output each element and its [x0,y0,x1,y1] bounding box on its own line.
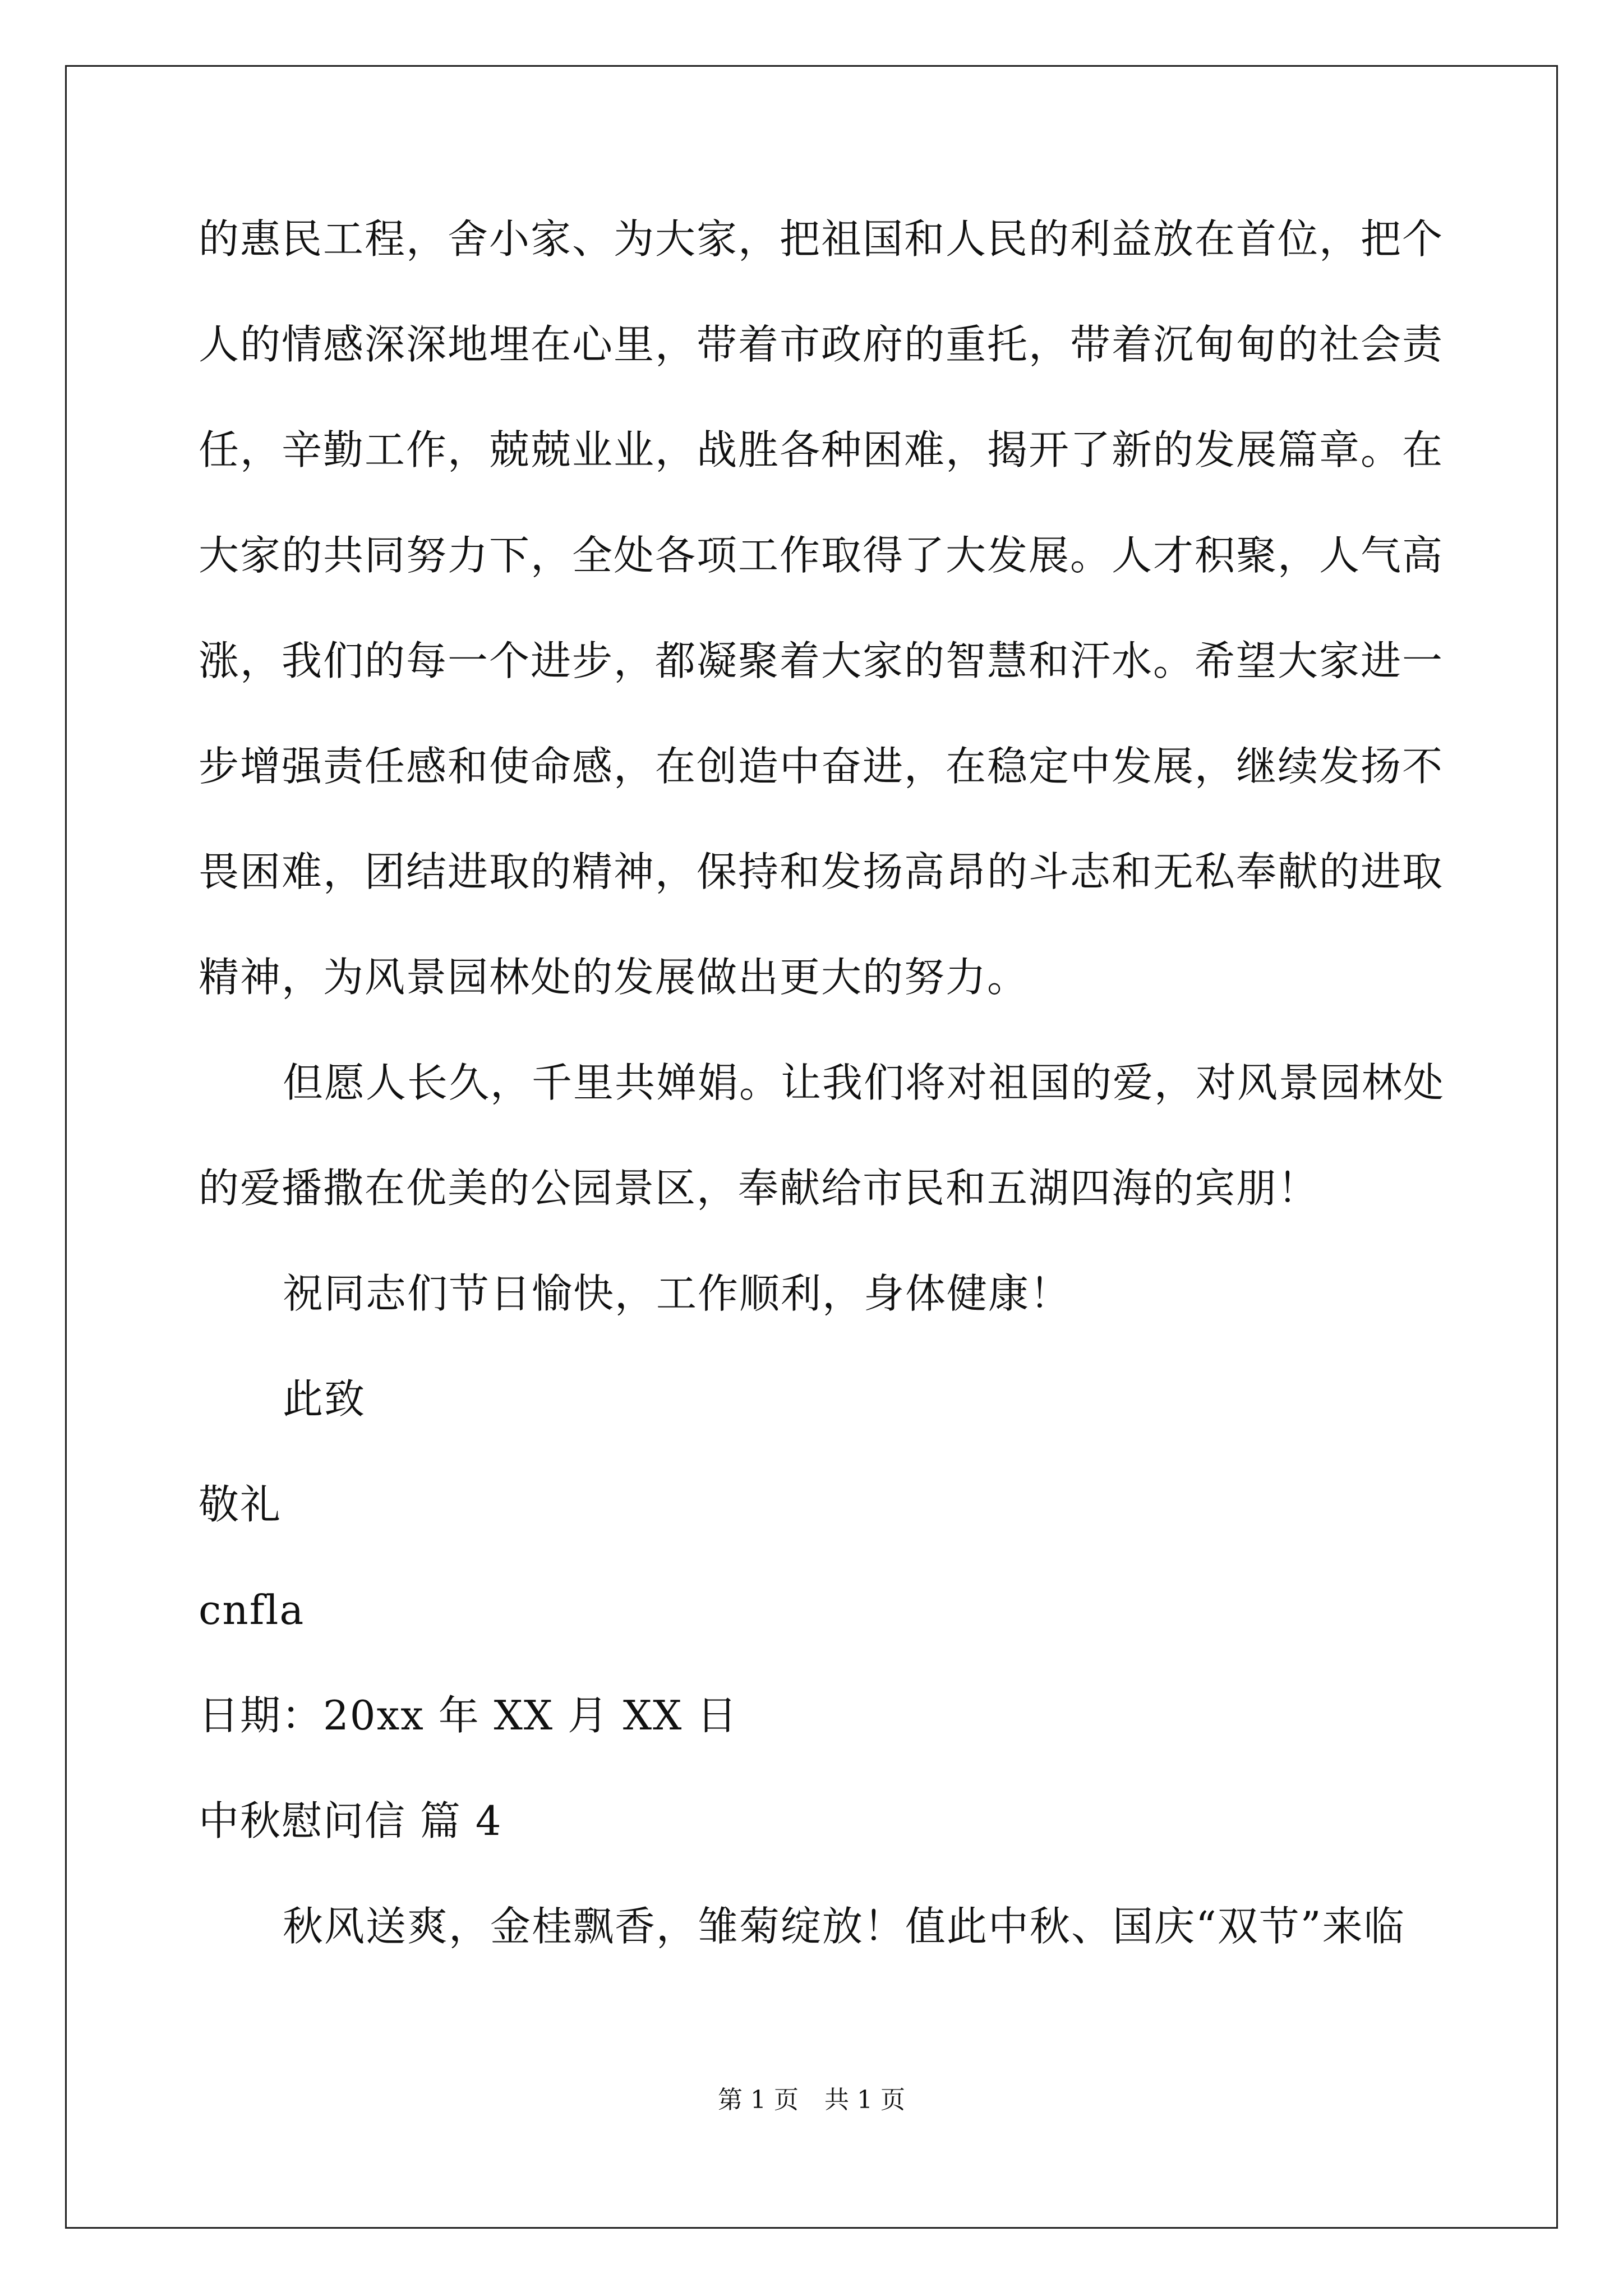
closing-regards: 敬礼 [199,1481,282,1528]
paragraph-line: 的爱播撒在优美的公园景区，奉献给市民和五湖四海的宾朋！ [199,1165,1320,1212]
paragraph-line: 步增强责任感和使命感，在创造中奋进，在稳定中发展，继续发扬不 [199,743,1444,790]
paragraph-line: 的惠民工程，舍小家、为大家，把祖国和人民的利益放在首位，把个 [199,215,1444,263]
document-body [199,215,1445,2012]
closing-salutation: 此致 [283,1375,366,1423]
page-number: 第 1 页 [718,2086,799,2114]
paragraph-line: 任，辛勤工作，兢兢业业，战胜各种困难，揭开了新的发展篇章。在 [199,426,1444,473]
paragraph-line: 大家的共同努力下，全处各项工作取得了大发展。人才积聚，人气高 [199,532,1444,579]
greeting-line: 祝同志们节日愉快，工作顺利，身体健康！ [283,1270,1072,1317]
page-footer [0,2088,1623,2113]
section-heading: 中秋慰问信 篇 4 [199,1797,502,1844]
paragraph-line: 但愿人长久，千里共婵娟。让我们将对祖国的爱，对风景园林处 [283,1059,1445,1106]
paragraph-line: 畏困难，团结进取的精神，保持和发扬高昂的斗志和无私奉献的进取 [199,848,1444,895]
date-line: 日期：20xx 年 XX 月 XX 日 [199,1692,739,1739]
page-total: 共 1 页 [824,2086,905,2114]
signature-line: cnfla [199,1586,305,1634]
paragraph-line: 涨，我们的每一个进步，都凝聚着大家的智慧和汗水。希望大家进一 [199,637,1444,684]
paragraph-line: 人的情感深深地埋在心里，带着市政府的重托，带着沉甸甸的社会责 [199,321,1444,368]
paragraph-line: 秋风送爽，金桂飘香，雏菊绽放！值此中秋、国庆“双节”来临 [283,1903,1405,1950]
paragraph-line: 精神，为风景园林处的发展做出更大的努力。 [199,954,1029,1001]
